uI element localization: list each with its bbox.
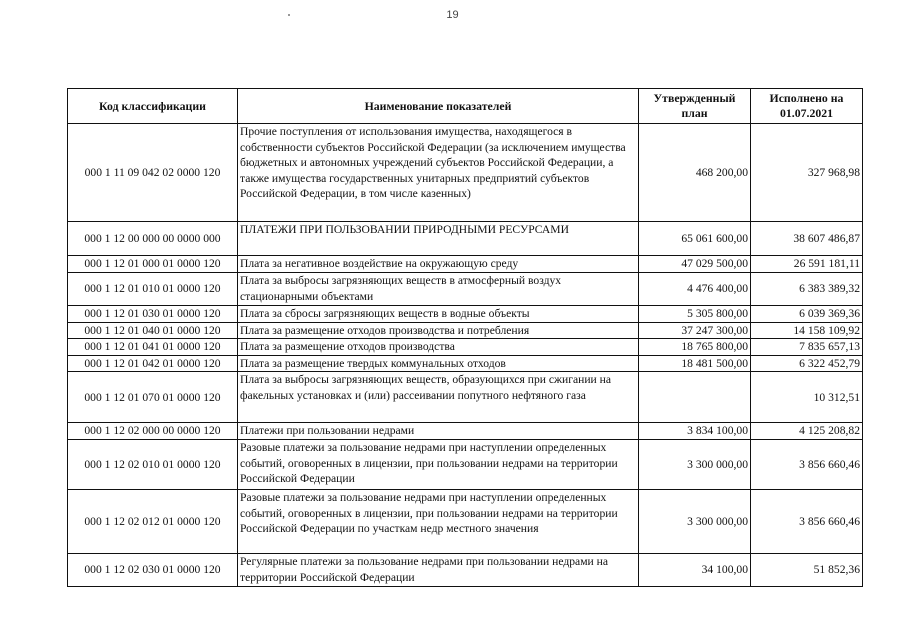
row-name: Регулярные платежи за пользование недрами при пользовании недрами на территории Российской Федерации [238, 553, 639, 586]
row-actual: 3 856 660,46 [751, 439, 863, 489]
table-row [68, 322, 863, 339]
row-plan: 3 834 100,00 [639, 423, 751, 440]
row-actual: 14 158 109,92 [751, 322, 863, 339]
row-name: Разовые платежи за пользование недрами при наступлении определенных событий, оговоренных в лицензии, при пользовании недрами на территории Российской Федерации по участкам недр местного значения [238, 489, 639, 553]
row-code: 000 1 12 02 030 01 0000 120 [68, 553, 238, 586]
table-row [68, 423, 863, 440]
row-name: Прочие поступления от использования имущества, находящегося в собственности субъектов Российской Федерации (за исключением имущества бюджетных и автономных учреждений субъектов Российской Федерации, а также имущества государственных унитарных предприятий субъектов Российской Федерации, в том числе казенных) [238, 124, 639, 222]
table-row [68, 222, 863, 256]
header-name: Наименование показателей [238, 89, 639, 124]
header-plan: Утвержденный план [639, 89, 751, 124]
row-name: Плата за негативное воздействие на окружающую среду [238, 256, 639, 273]
row-actual: 6 383 389,32 [751, 273, 863, 306]
table-row [68, 553, 863, 586]
table-header-row [68, 89, 863, 124]
budget-table [67, 88, 863, 587]
table-row [68, 439, 863, 489]
row-code: 000 1 12 01 041 01 0000 120 [68, 339, 238, 356]
row-actual: 3 856 660,46 [751, 489, 863, 553]
row-code: 000 1 12 01 070 01 0000 120 [68, 372, 238, 423]
row-actual: 327 968,98 [751, 124, 863, 222]
header-actual: Исполнено на 01.07.2021 [751, 89, 863, 124]
row-actual: 6 322 452,79 [751, 355, 863, 372]
row-actual: 10 312,51 [751, 372, 863, 423]
row-code: 000 1 11 09 042 02 0000 120 [68, 124, 238, 222]
page-number: 19 [446, 9, 459, 21]
row-code: 000 1 12 02 010 01 0000 120 [68, 439, 238, 489]
scan-speck [288, 14, 290, 16]
row-plan: 47 029 500,00 [639, 256, 751, 273]
row-actual: 38 607 486,87 [751, 222, 863, 256]
row-plan: 65 061 600,00 [639, 222, 751, 256]
row-code: 000 1 12 00 000 00 0000 000 [68, 222, 238, 256]
table-row [68, 489, 863, 553]
row-name: Плата за размещение твердых коммунальных отходов [238, 355, 639, 372]
row-actual: 7 835 657,13 [751, 339, 863, 356]
row-code: 000 1 12 01 000 01 0000 120 [68, 256, 238, 273]
row-name: ПЛАТЕЖИ ПРИ ПОЛЬЗОВАНИИ ПРИРОДНЫМИ РЕСУРСАМИ [238, 222, 639, 256]
row-code: 000 1 12 01 010 01 0000 120 [68, 273, 238, 306]
table-row [68, 355, 863, 372]
row-name: Плата за выбросы загрязняющих веществ, образующихся при сжигании на факельных установках и (или) рассеивании попутного нефтяного газа [238, 372, 639, 423]
row-name: Плата за сбросы загрязняющих веществ в водные объекты [238, 306, 639, 323]
row-plan [639, 372, 751, 423]
row-name: Плата за размещение отходов производства и потребления [238, 322, 639, 339]
row-code: 000 1 12 01 030 01 0000 120 [68, 306, 238, 323]
row-plan: 3 300 000,00 [639, 439, 751, 489]
row-code: 000 1 12 01 042 01 0000 120 [68, 355, 238, 372]
row-plan: 5 305 800,00 [639, 306, 751, 323]
row-name: Платежи при пользовании недрами [238, 423, 639, 440]
row-code: 000 1 12 02 000 00 0000 120 [68, 423, 238, 440]
row-name: Разовые платежи за пользование недрами при наступлении определенных событий, оговоренных в лицензии, при пользовании недрами на территории Российской Федерации [238, 439, 639, 489]
row-actual: 26 591 181,11 [751, 256, 863, 273]
table-row [68, 256, 863, 273]
row-plan: 3 300 000,00 [639, 489, 751, 553]
row-code: 000 1 12 02 012 01 0000 120 [68, 489, 238, 553]
header-code: Код классификации [68, 89, 238, 124]
row-plan: 468 200,00 [639, 124, 751, 222]
row-plan: 18 481 500,00 [639, 355, 751, 372]
table-row [68, 372, 863, 423]
table-row [68, 339, 863, 356]
row-name: Плата за выбросы загрязняющих веществ в атмосферный воздух стационарными объектами [238, 273, 639, 306]
table-row [68, 124, 863, 222]
row-name: Плата за размещение отходов производства [238, 339, 639, 356]
row-plan: 4 476 400,00 [639, 273, 751, 306]
row-plan: 37 247 300,00 [639, 322, 751, 339]
row-actual: 4 125 208,82 [751, 423, 863, 440]
table-row [68, 273, 863, 306]
row-actual: 6 039 369,36 [751, 306, 863, 323]
table-row [68, 306, 863, 323]
row-plan: 18 765 800,00 [639, 339, 751, 356]
row-actual: 51 852,36 [751, 553, 863, 586]
row-plan: 34 100,00 [639, 553, 751, 586]
row-code: 000 1 12 01 040 01 0000 120 [68, 322, 238, 339]
